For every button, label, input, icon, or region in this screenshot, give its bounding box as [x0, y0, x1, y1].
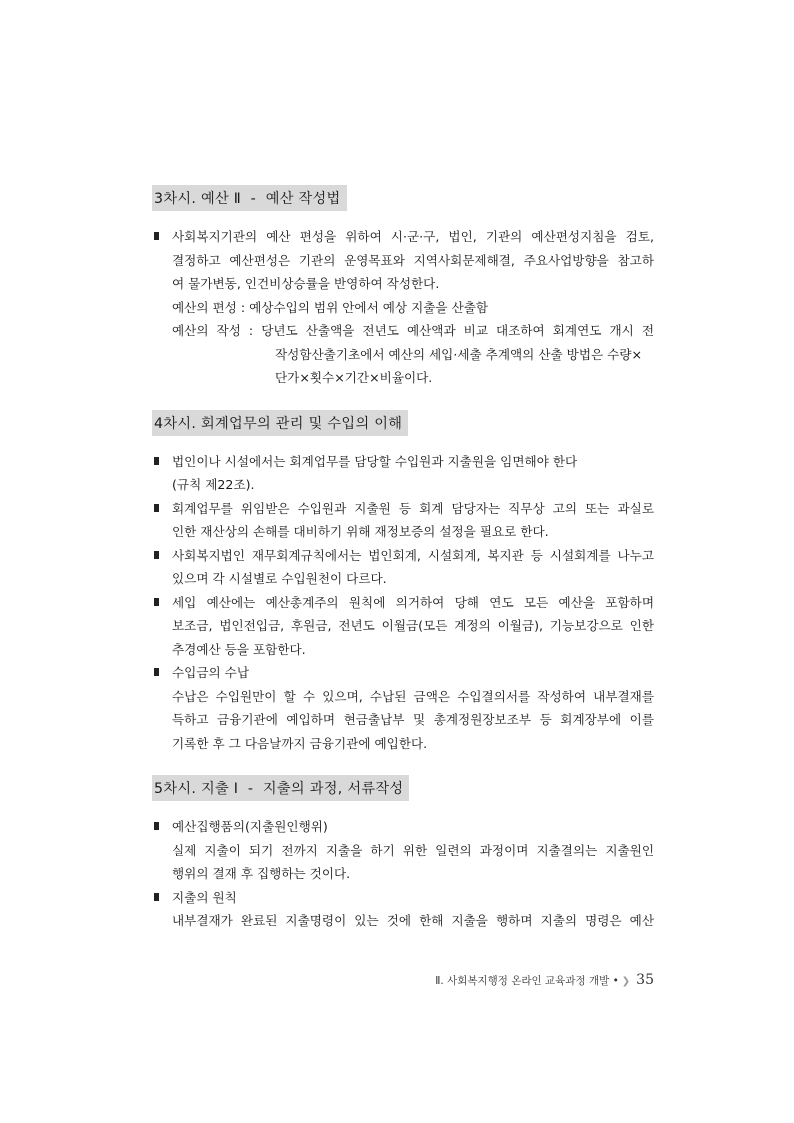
- note-line: 예산의 작성 : 당년도 산출액을 전년도 예산액과 비교 대조하여 회계연도 개시 전: [172, 323, 654, 338]
- section-heading: 3차시. 예산 Ⅱ - 예산 작성법: [152, 185, 347, 211]
- bullet-item: [152, 661, 654, 755]
- text-line: 수납은 수입원만이 할 수 있으며, 수납된 금액은 수입결의서를 작성하여 내부결재를: [172, 688, 654, 704]
- bullet-item: [152, 225, 654, 390]
- text-line: 추경예산 등을 포함한다.: [172, 641, 306, 657]
- section-5: [152, 775, 654, 933]
- bullet-icon: [154, 457, 159, 465]
- text-line: 여 물가변동, 인건비상승률을 반영하여 작성한다.: [172, 276, 440, 291]
- text-line: 사회복지법인 재무회계규칙에서는 법인회계, 시설회계, 복지관 등 시설회계를 나누고: [172, 547, 654, 563]
- text-line: 있으며 각 시설별로 수입원천이 다르다.: [172, 571, 387, 586]
- section-3: [152, 185, 654, 390]
- item-heading: 예산집행품의(지출원인행위): [172, 819, 328, 834]
- bullet-item: [152, 544, 654, 591]
- bullet-item: [152, 497, 654, 544]
- page-footer: [435, 972, 654, 988]
- item-heading: 수입금의 수납: [172, 665, 249, 680]
- footer-text: Ⅱ. 사회복지행정 온라인 교육과정 개발 •: [435, 975, 619, 987]
- text-line: 법인이나 시설에서는 회계업무를 담당할 수입원과 지출원을 임면해야 한다: [172, 453, 578, 469]
- bullet-item: [152, 591, 654, 662]
- text-line: (규칙 제22조).: [172, 477, 255, 492]
- bullet-icon: [154, 551, 159, 559]
- chevron-right-icon: ❯: [621, 976, 631, 987]
- text-line: 회계업무를 위임받은 수입원과 지출원 등 회계 담당자는 직무상 고의 또는 과실로: [172, 500, 654, 516]
- bullet-icon: [154, 232, 159, 240]
- section-heading: 5차시. 지출 Ⅰ - 지출의 과정, 서류작성: [152, 775, 409, 801]
- text-line: 보조금, 법인전입금, 후원금, 전년도 이월금(모든 계정의 이월금), 기능보강으로 인한: [172, 618, 654, 633]
- text-line: 인한 재산상의 손해를 대비하기 위해 재정보증의 설정을 필요로 한다.: [172, 524, 549, 539]
- note-line: 작성함산출기초에서 예산의 세입·세출 추계액의 산출 방법은 수량×: [275, 346, 643, 362]
- note-line: 단가×횟수×기간×비율이다.: [275, 370, 433, 385]
- bullet-icon: [154, 822, 159, 830]
- bullet-item: [152, 450, 654, 497]
- section-4: [152, 410, 654, 756]
- bullet-icon: [154, 504, 159, 512]
- page-number: 35: [636, 972, 654, 988]
- bullet-icon: [154, 668, 159, 676]
- section-heading: 4차시. 회계업무의 관리 및 수입의 이해: [152, 410, 408, 436]
- text-line: 결정하고 예산편성은 기관의 운영목표와 지역사회문제해결, 주요사업방향을 참고하: [172, 252, 654, 268]
- text-line: 사회복지기관의 예산 편성을 위하여 시·군·구, 법인, 기관의 예산편성지침을 검토,: [172, 229, 654, 244]
- bullet-item: [152, 886, 654, 933]
- text-line: 세입 예산에는 예산총계주의 원칙에 의거하여 당해 연도 모든 예산을 포함하며: [172, 594, 654, 610]
- item-heading: 지출의 원칙: [172, 889, 237, 905]
- note-line: 예산의 편성 : 예상수입의 범위 안에서 예상 지출을 산출함: [172, 299, 489, 315]
- bullet-icon: [154, 893, 159, 901]
- bullet-item: [152, 815, 654, 886]
- bullet-icon: [154, 598, 159, 606]
- text-line: 행위의 결재 후 집행하는 것이다.: [172, 866, 351, 881]
- text-line: 실제 지출이 되기 전까지 지출을 하기 위한 일련의 과정이며 지출결의는 지출원인: [172, 842, 654, 858]
- text-line: 기록한 후 그 다음날까지 금융기관에 예입한다.: [172, 735, 428, 751]
- text-line: 내부결재가 완료된 지출명령이 있는 것에 한해 지출을 행하며 지출의 명령은 예산: [172, 913, 654, 928]
- document-page: [152, 185, 654, 951]
- text-line: 득하고 금융기관에 예입하며 현금출납부 및 총계정원장보조부 등 회계장부에 이를: [172, 712, 654, 727]
